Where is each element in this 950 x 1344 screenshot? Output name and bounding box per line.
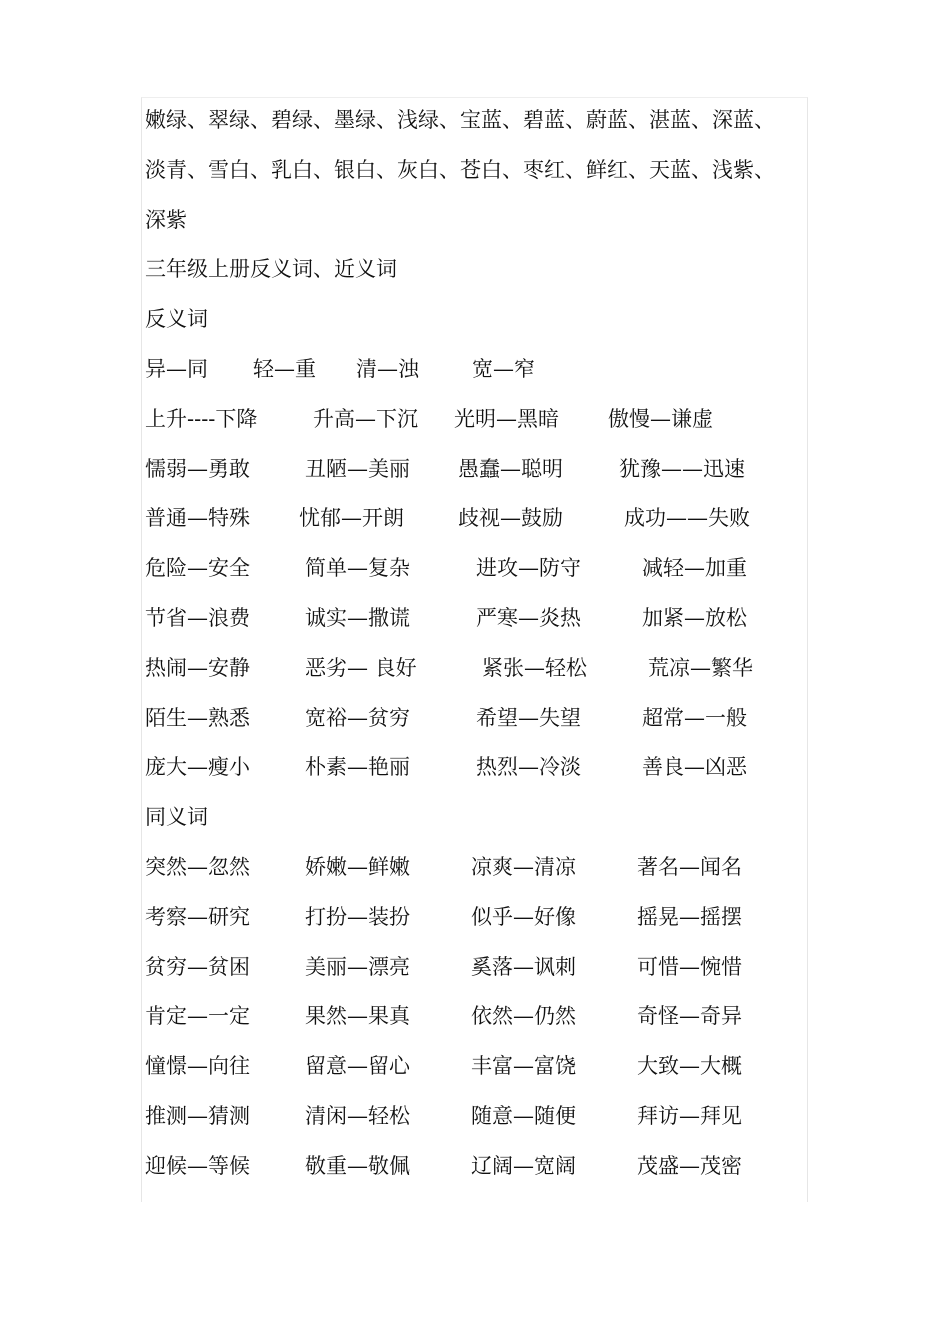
- intro-line-2: 淡青、雪白、乳白、银白、灰白、苍白、枣红、鲜红、天蓝、浅紫、: [145, 157, 775, 182]
- antonym-pair: 热烈—冷淡: [476, 755, 581, 780]
- synonym-pair: 可惜—惋惜: [637, 954, 742, 979]
- antonym-row: [145, 395, 825, 445]
- antonym-pair: 加紧—放松: [642, 605, 747, 630]
- antonym-pair: 成功——失败: [624, 506, 750, 531]
- synonym-pair: 考察—研究: [145, 904, 250, 929]
- antonym-pair: 朴素—艳丽: [305, 755, 410, 780]
- synonym-row: [145, 992, 825, 1042]
- synonym-pair: 茂盛—茂密: [637, 1153, 742, 1178]
- synonym-row: [145, 843, 825, 893]
- antonym-pair: 异—同: [145, 356, 208, 381]
- antonym-pair: 危险—安全: [145, 556, 250, 581]
- antonym-pair: 严寒—炎热: [476, 605, 581, 630]
- antonym-row: [145, 445, 825, 495]
- synonym-pair: 敬重—敬佩: [305, 1153, 410, 1178]
- antonym-pair: 光明—黑暗: [454, 406, 559, 431]
- synonym-pair: 摇晃—摇摆: [637, 904, 742, 929]
- antonym-pair: 升高—下沉: [313, 406, 418, 431]
- synonym-pair: 迎候—等候: [145, 1153, 250, 1178]
- antonym-pair: 庞大—瘦小: [145, 755, 250, 780]
- antonym-row: [145, 544, 825, 594]
- antonym-pair: 懦弱—勇敢: [145, 456, 250, 481]
- antonym-pair: 减轻—加重: [642, 556, 747, 581]
- antonym-row: [145, 694, 825, 744]
- document-content: [145, 96, 825, 1192]
- synonym-pair: 似乎—好像: [471, 904, 576, 929]
- synonym-pair: 留意—留心: [305, 1054, 410, 1079]
- intro-line-1: 嫩绿、翠绿、碧绿、墨绿、浅绿、宝蓝、碧蓝、蔚蓝、湛蓝、深蓝、: [145, 108, 775, 132]
- antonym-pair: 宽裕—贫穷: [305, 705, 410, 730]
- synonym-row: [145, 1042, 825, 1092]
- antonym-row: [145, 644, 825, 694]
- synonym-row: [145, 943, 825, 993]
- antonym-pair: 轻—重: [253, 356, 316, 381]
- antonym-pair: 节省—浪费: [145, 605, 250, 630]
- synonym-pair: 清闲—轻松: [305, 1103, 410, 1128]
- synonym-pair: 打扮—装扮: [305, 904, 410, 929]
- antonym-pair: 犹豫——迅速: [619, 456, 745, 481]
- antonym-pair: 希望—失望: [476, 705, 581, 730]
- antonym-row: [145, 594, 825, 644]
- antonyms-heading: 反义词: [145, 307, 208, 332]
- antonym-pair: 上升----下降: [145, 406, 258, 431]
- synonym-pair: 凉爽—清凉: [471, 854, 576, 879]
- synonym-pair: 憧憬—向往: [145, 1054, 250, 1079]
- antonym-pair: 清—浊: [356, 356, 419, 381]
- synonym-pair: 丰富—富饶: [471, 1054, 576, 1079]
- antonym-pair: 歧视—鼓励: [458, 506, 563, 531]
- synonym-pair: 拜访—拜见: [637, 1103, 742, 1128]
- antonym-pair: 热闹—安静: [145, 655, 250, 680]
- antonym-row: [145, 743, 825, 793]
- synonym-pair: 贫穷—贫困: [145, 954, 250, 979]
- antonym-pair: 简单—复杂: [305, 556, 410, 581]
- synonym-pair: 娇嫩—鲜嫩: [305, 854, 410, 879]
- antonym-pair: 紧张—轻松: [482, 655, 587, 680]
- synonym-pair: 突然—忽然: [145, 854, 250, 879]
- antonym-pair: 愚蠢—聪明: [458, 456, 563, 481]
- antonym-pair: 陌生—熟悉: [145, 705, 250, 730]
- synonym-pair: 辽阔—宽阔: [471, 1153, 576, 1178]
- antonym-pair: 普通—特殊: [145, 506, 250, 531]
- antonym-pair: 诚实—撒谎: [305, 605, 410, 630]
- antonym-pair: 丑陋—美丽: [305, 456, 410, 481]
- intro-line-3: 深紫: [145, 207, 187, 232]
- antonym-pair: 傲慢—谦虚: [608, 406, 713, 431]
- section-title: 三年级上册反义词、近义词: [145, 257, 397, 282]
- synonym-pair: 美丽—漂亮: [305, 954, 410, 979]
- synonym-pair: 果然—果真: [305, 1004, 410, 1029]
- synonym-pair: 肯定—一定: [145, 1004, 250, 1029]
- synonym-row: [145, 893, 825, 943]
- antonym-pair: 超常—一般: [642, 705, 747, 730]
- antonym-pair: 荒凉—繁华: [648, 655, 753, 680]
- synonym-pair: 奚落—讽刺: [471, 954, 576, 979]
- synonym-pair: 依然—仍然: [471, 1004, 576, 1029]
- synonym-pair: 著名—闻名: [637, 854, 742, 879]
- synonym-pair: 推测—猜测: [145, 1103, 250, 1128]
- antonym-pair: 宽—窄: [472, 356, 535, 381]
- synonym-pair: 大致—大概: [637, 1054, 742, 1079]
- antonym-pair: 忧郁—开朗: [299, 506, 404, 531]
- antonym-pair: 进攻—防守: [476, 556, 581, 581]
- synonym-pair: 奇怪—奇异: [637, 1004, 742, 1029]
- antonym-pair: 善良—凶恶: [642, 755, 747, 780]
- synonyms-heading: 同义词: [145, 805, 208, 830]
- antonym-row: [145, 345, 825, 395]
- antonym-row: [145, 494, 825, 544]
- synonym-row: [145, 1092, 825, 1142]
- synonym-row: [145, 1142, 825, 1192]
- antonym-pair: 恶劣— 良好: [305, 655, 417, 680]
- synonym-pair: 随意—随便: [471, 1103, 576, 1128]
